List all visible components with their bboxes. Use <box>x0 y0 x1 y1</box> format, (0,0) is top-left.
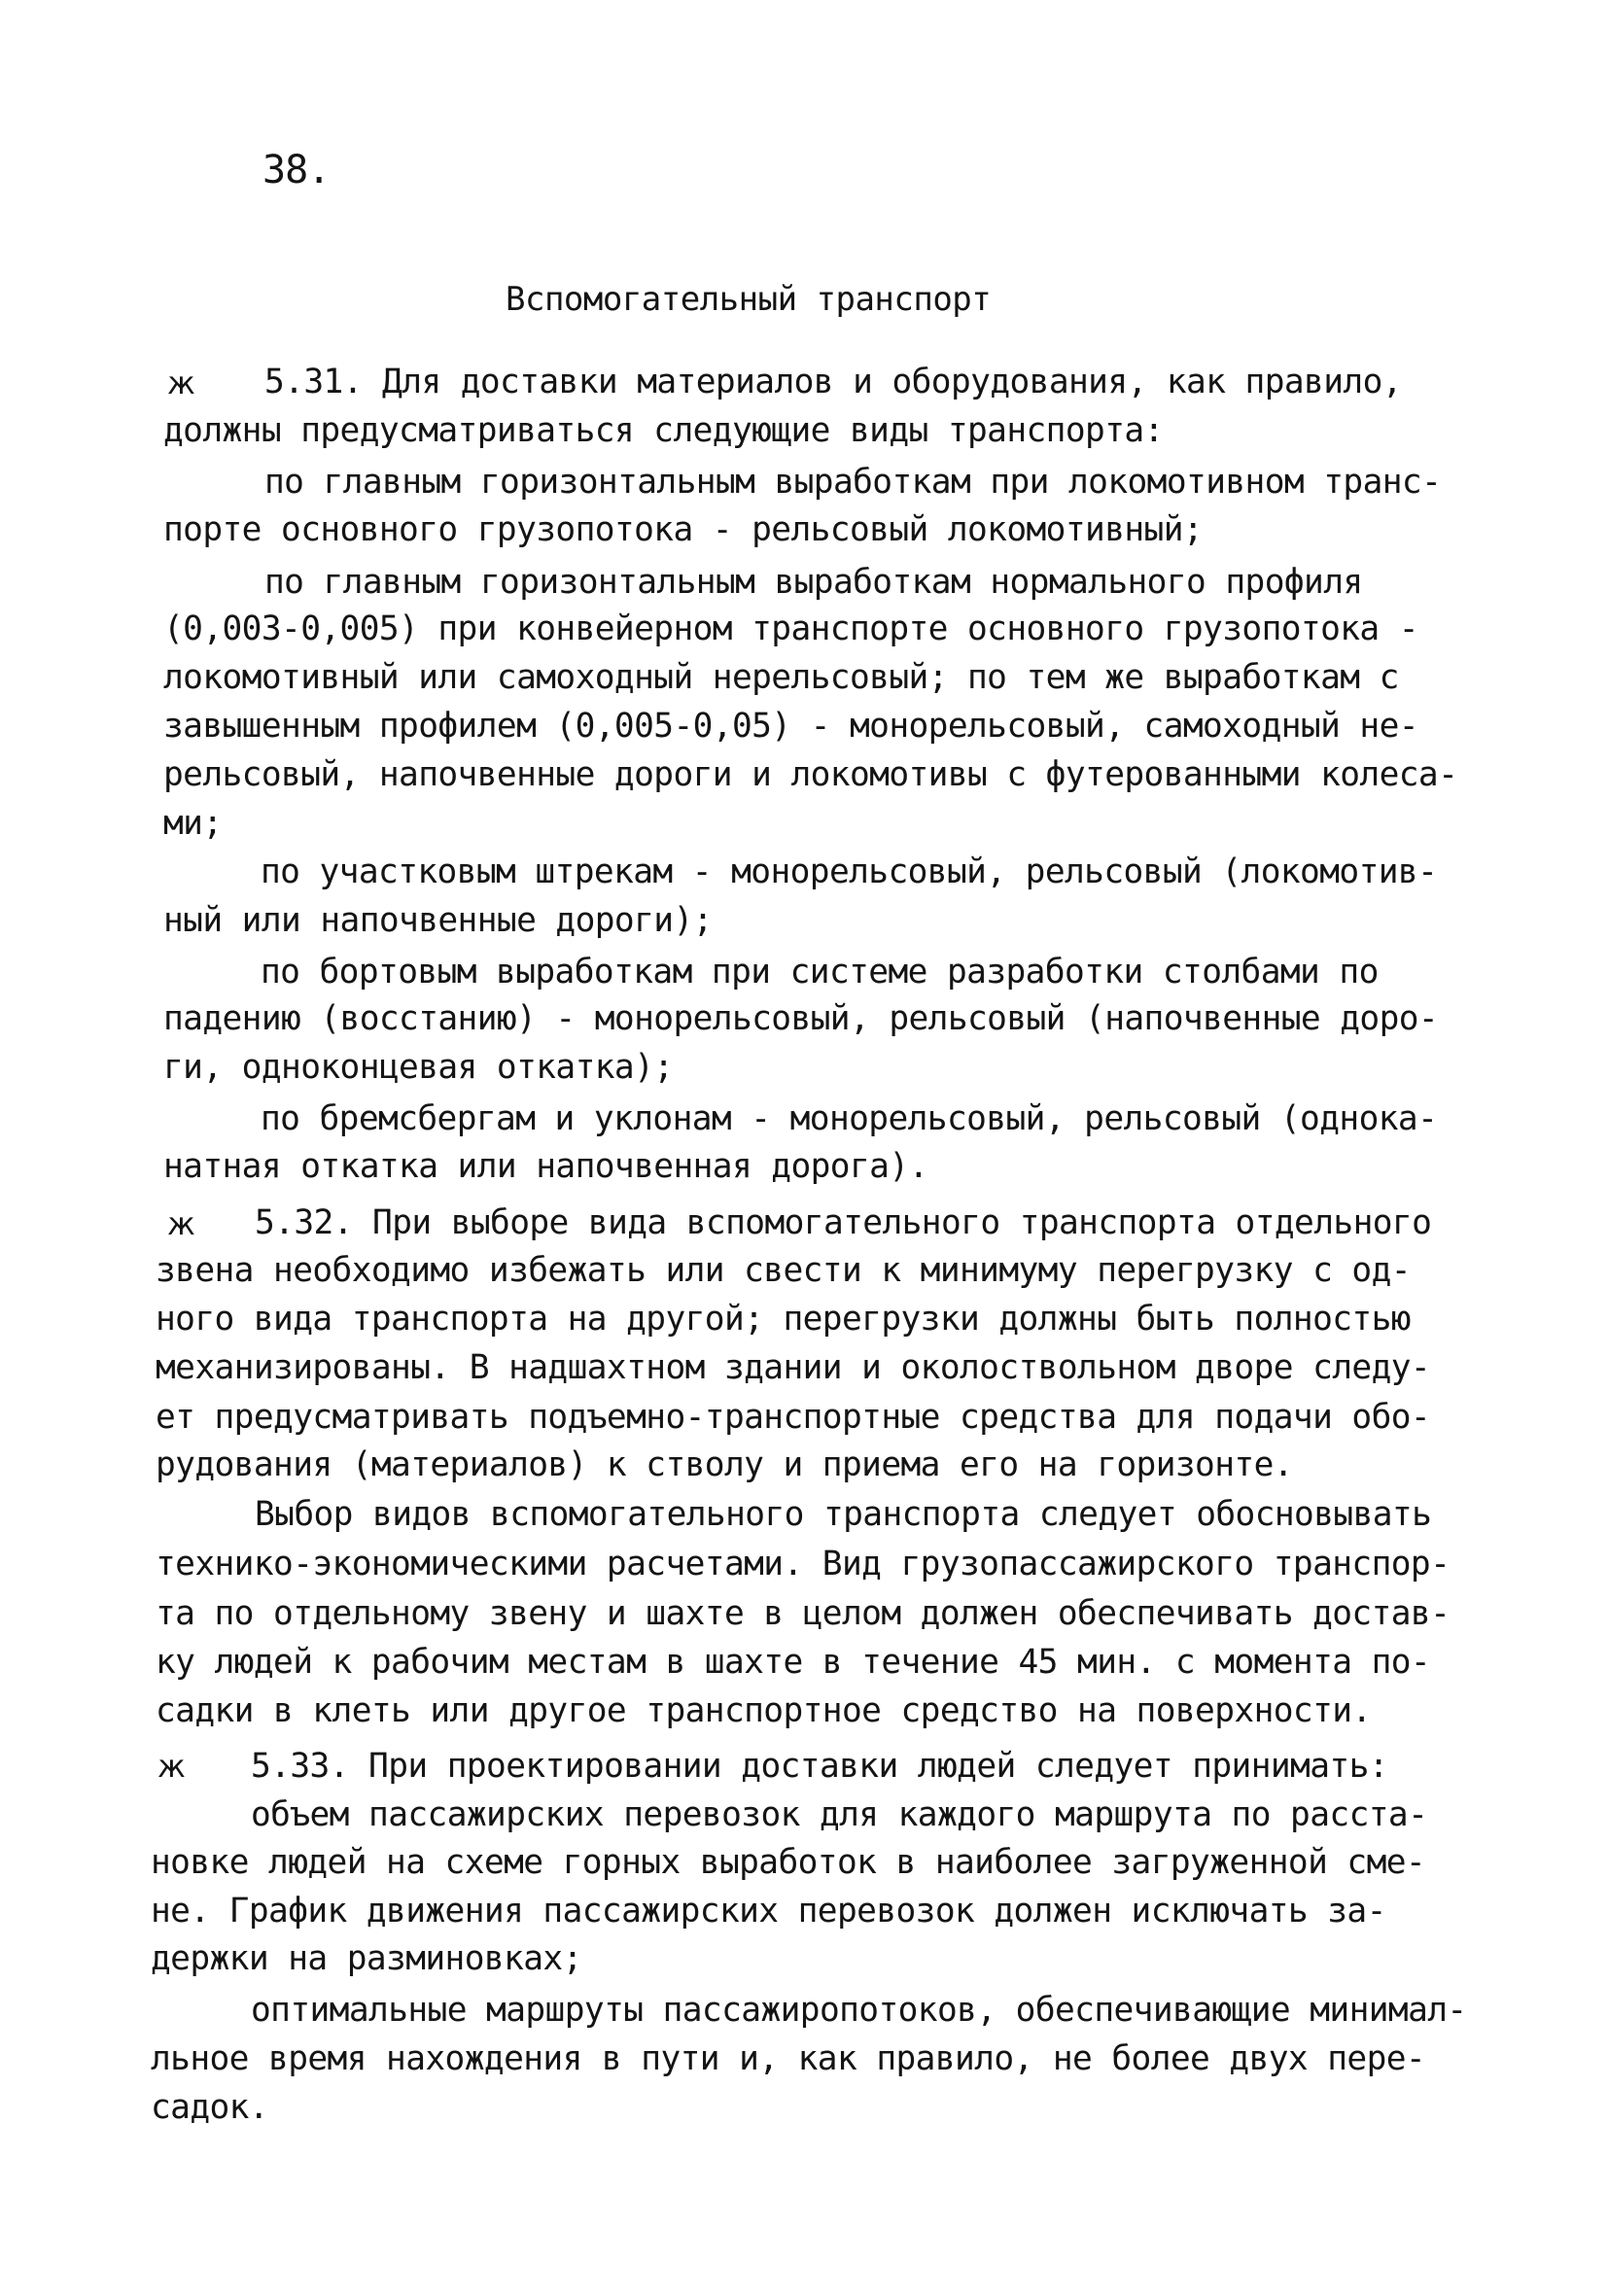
text-line: по бремсбергам и уклонам - монорельсовый, рельсовый (однока- <box>261 1099 1438 1138</box>
text-line: 5.31. Для доставки материалов и оборудования, как правило, <box>264 363 1402 401</box>
text-line: по бортовым выработкам при системе разработки столбами по <box>261 953 1379 991</box>
text-line: технико-экономическими расчетами. Вид грузопассажирского транспор- <box>156 1545 1451 1583</box>
text-line: 5.33. При проектировании доставки людей следует принимать: <box>251 1747 1388 1786</box>
text-line: по главным горизонтальным выработкам нормального профиля <box>264 563 1363 602</box>
text-line: льное время нахождения в пути и, как правило, не более двух пере- <box>151 2039 1426 2078</box>
text-line: держки на разминовках; <box>151 1939 582 1978</box>
text-line: механизированы. В надшахтном здании и околоствольном дворе следу- <box>156 1348 1431 1387</box>
text-line: рудования (материалов) к стволу и приема его на горизонте. <box>156 1445 1293 1484</box>
text-line: звена необходимо избежать или свести к минимуму перегрузку с од- <box>156 1251 1411 1290</box>
text-line: завышенным профилем (0,005-0,05) - монорельсовый, самоходный не- <box>163 707 1418 746</box>
text-line: должны предусматриваться следующие виды транспорта: <box>163 411 1164 450</box>
text-line: локомотивный или самоходный нерельсовый; по тем же выработкам с <box>163 658 1399 697</box>
text-line: по участковым штрекам - монорельсовый, рельсовый (локомотив- <box>261 852 1438 891</box>
section-heading: Вспомогательный транспорт <box>506 280 992 319</box>
text-line: не. График движения пассажирских перевозок должен исключать за- <box>151 1892 1386 1931</box>
text-line: садок. <box>151 2088 269 2127</box>
section-mark: ж <box>167 365 195 401</box>
text-line: рельсовый, напочвенные дороги и локомотивы с футерованными колеса- <box>163 755 1458 794</box>
text-line: 5.32. При выборе вида вспомогательного транспорта отдельного <box>255 1203 1432 1242</box>
text-line: та по отдельному звену и шахте в целом должен обеспечивать достав- <box>156 1594 1451 1633</box>
text-line: (0,003-0,005) при конвейерном транспорте основного грузопотока - <box>163 609 1418 648</box>
text-line: объем пассажирских перевозок для каждого маршрута по расста- <box>251 1795 1428 1834</box>
text-line: оптимальные маршруты пассажиропотоков, обеспечивающие минимал- <box>251 1991 1467 2030</box>
text-line: по главным горизонтальным выработкам при локомотивном транс- <box>264 463 1442 502</box>
text-line: новке людей на схеме горных выработок в наиболее загруженной сме- <box>151 1843 1426 1882</box>
text-line: Выбор видов вспомогательного транспорта следует обосновывать <box>255 1495 1432 1534</box>
text-line: ку людей к рабочим местам в шахте в течение 45 мин. с момента по- <box>156 1643 1431 1682</box>
text-line: порте основного грузопотока - рельсовый локомотивный; <box>163 510 1204 549</box>
text-line: ный или напочвенные дороги); <box>163 901 713 940</box>
text-line: натная откатка или напочвенная дорога). <box>163 1147 928 1186</box>
text-line: ги, одноконцевая откатка); <box>163 1048 674 1087</box>
section-mark: ж <box>157 1748 186 1785</box>
text-line: садки в клеть или другое транспортное средство на поверхности. <box>156 1691 1372 1730</box>
section-mark: ж <box>167 1205 195 1242</box>
text-line: ет предусматривать подъемно-транспортные средства для подачи обо- <box>156 1398 1431 1437</box>
page-number: 38. <box>262 148 331 192</box>
text-line: ми; <box>163 804 223 843</box>
text-line: падению (восстанию) - монорельсовый, рельсовый (напочвенные доро- <box>163 999 1439 1038</box>
text-line: ного вида транспорта на другой; перегрузки должны быть полностью <box>156 1300 1411 1339</box>
